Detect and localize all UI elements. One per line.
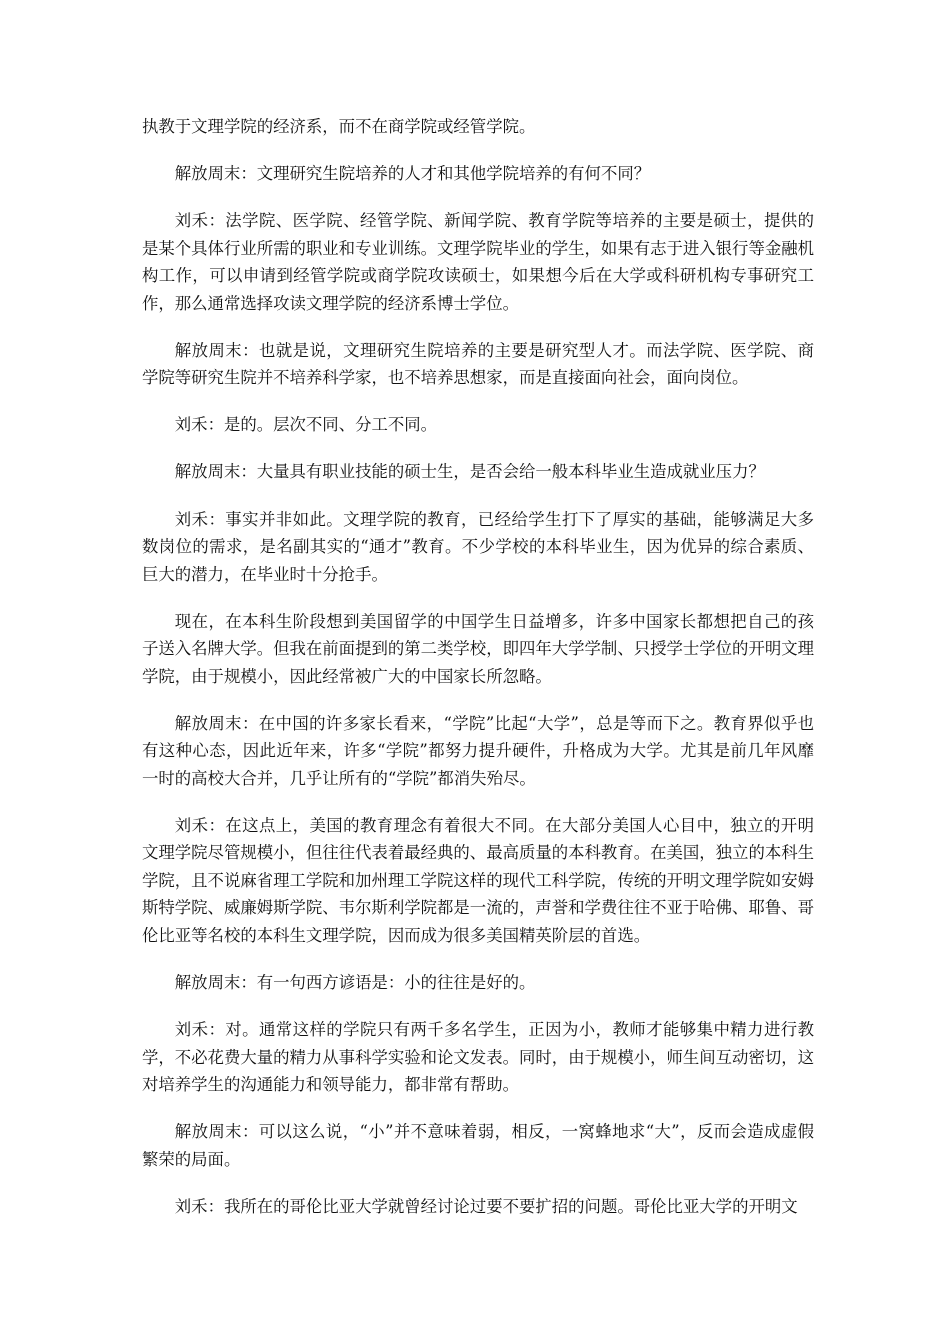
paragraph-question: 解放周末：也就是说，文理研究生院培养的主要是研究型人才。而法学院、医学院、商学院等研究生院并不培养科学家，也不培养思想家，而是直接面向社会，面向岗位。 [142,340,814,388]
paragraph-answer: 刘禾：对。通常这样的学院只有两千多名学生，正因为小，教师才能够集中精力进行教学，不必花费大量的精力从事科学实验和论文发表。同时，由于规模小，师生间互动密切，这对培养学生的沟通能力和领导能力，都非常有帮助。 [142,1020,815,1095]
paragraph-answer-continued: 现在，在本科生阶段想到美国留学的中国学生日益增多，许多中国家长都想把自己的孩子送入名牌大学。但我在前面提到的第二类学校，即四年大学学制、只授学士学位的开明文理学院，由于规模小，因此经常被广大的中国家长所忽略。 [142,611,815,686]
paragraph-question: 解放周末：有一句西方谚语是：小的往往是好的。 [174,972,536,992]
paragraph-question: 解放周末：大量具有职业技能的硕士生，是否会给一般本科毕业生造成就业压力？ [174,462,765,482]
paragraph-question: 解放周末：文理研究生院培养的人才和其他学院培养的有何不同？ [174,164,651,184]
paragraph-answer: 刘禾：在这点上，美国的教育理念有着很大不同。在大部分美国人心目中，独立的开明文理学院尽管规模小，但往往代表着最经典的、最高质量的本科教育。在美国，独立的本科生学院，且不说麻省理工学院和加州理工学院这样的现代工科学院，传统的开明文理学院如安姆斯特学院、威廉姆斯学院、韦尔斯利学院都是一流的，声誉和学费往往不亚于哈佛、耶鲁、哥伦比亚等名校的本科生文理学院，因而成为很多美国精英阶层的首选。 [142,815,815,945]
article-body [142,113,814,1240]
paragraph-continuation: 执教于文理学院的经济系，而不在商学院或经管学院。 [142,117,536,136]
paragraph-question: 解放周末：在中国的许多家长看来，“学院”比起“大学”，总是等而下之。教育界似乎也有这种心态，因此近年来，许多“学院”都努力提升硬件，升格成为大学。尤其是前几年风靡一时的高校大合并，几乎让所有的“学院”都消失殆尽。 [142,713,814,788]
paragraph-answer: 刘禾：我所在的哥伦比亚大学就曾经讨论过要不要扩招的问题。哥伦比亚大学的开明文 [174,1196,798,1216]
paragraph-answer: 刘禾：事实并非如此。文理学院的教育，已经给学生打下了厚实的基础，能够满足大多数岗位的需求，是名副其实的“通才”教育。不少学校的本科毕业生，因为优异的综合素质、巨大的潜力，在毕业时十分抢手。 [142,509,814,584]
paragraph-question: 解放周末：可以这么说，“小”并不意味着弱，相反，一窝蜂地求“大”，反而会造成虚假繁荣的局面。 [142,1122,814,1169]
paragraph-answer: 刘禾：是的。层次不同、分工不同。 [174,415,438,435]
paragraph-answer: 刘禾：法学院、医学院、经管学院、新闻学院、教育学院等培养的主要是硕士，提供的是某个具体行业所需的职业和专业训练。文理学院毕业的学生，如果有志于进入银行等金融机构工作，可以申请到经管学院或商学院攻读硕士，如果想今后在大学或科研机构专事研究工作，那么通常选择攻读文理学院的经济系博士学位。 [142,211,815,313]
